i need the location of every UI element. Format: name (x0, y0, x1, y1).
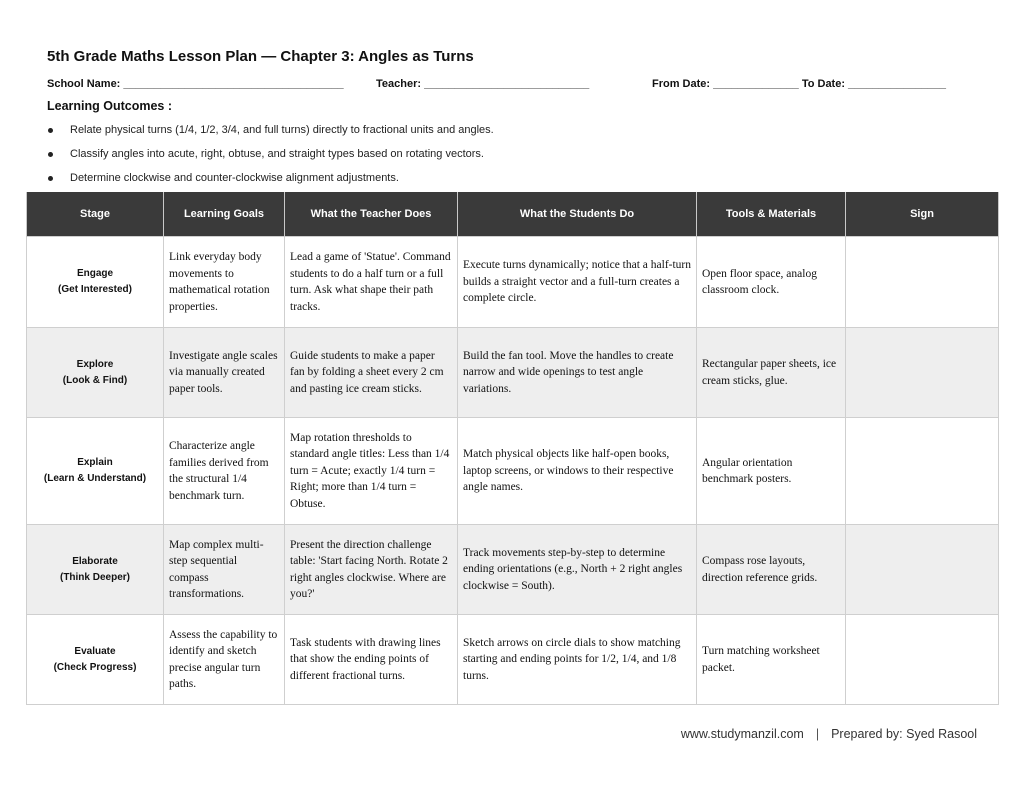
column-header-teacher: What the Teacher Does (285, 192, 458, 237)
learning-outcomes-list (47, 118, 494, 190)
lesson-plan-table (26, 192, 999, 705)
teacher-cell: Lead a game of 'Statue'. Command students to do a half turn or a full turn. Ask what shape their path tracks. (285, 237, 458, 328)
table-header-row (27, 192, 999, 237)
students-cell: Sketch arrows on circle dials to show matching starting and ending points for 1/2, 1/4, and 1/8 turns. (458, 615, 697, 705)
tools-cell: Rectangular paper sheets, ice cream sticks, glue. (697, 328, 846, 418)
goals-cell: Investigate angle scales via manually created paper tools. (164, 328, 285, 418)
column-header-sign: Sign (846, 192, 999, 237)
students-cell: Execute turns dynamically; notice that a half-turn builds a straight vector and a full-turn creates a complete circle. (458, 237, 697, 328)
column-header-tools: Tools & Materials (697, 192, 846, 237)
column-header-stage: Stage (27, 192, 164, 237)
goals-cell: Map complex multi-step sequential compass transformations. (164, 525, 285, 615)
teacher-field: Teacher: ___________________________ (376, 78, 590, 90)
tools-cell: Turn matching worksheet packet. (697, 615, 846, 705)
stage-cell: Explore (Look & Find) (27, 328, 164, 418)
page-title: 5th Grade Maths Lesson Plan — Chapter 3: Angles as Turns (47, 48, 474, 65)
teacher-cell: Guide students to make a paper fan by folding a sheet every 2 cm and pasting ice cream sticks. (285, 328, 458, 418)
date-range-field: From Date: ______________ To Date: ________________ (652, 78, 946, 90)
stage-cell: Elaborate (Think Deeper) (27, 525, 164, 615)
outcome-item: Relate physical turns (1/4, 1/2, 3/4, and full turns) directly to fractional units and angles. (47, 118, 494, 142)
table-row (27, 615, 999, 705)
stage-cell: Engage (Get Interested) (27, 237, 164, 328)
students-cell: Build the fan tool. Move the handles to create narrow and wide openings to test angle variations. (458, 328, 697, 418)
column-header-learning-goals: Learning Goals (164, 192, 285, 237)
tools-cell: Compass rose layouts, direction reference grids. (697, 525, 846, 615)
sign-cell[interactable] (846, 418, 999, 525)
page-footer (681, 727, 977, 741)
tools-cell: Angular orientation benchmark posters. (697, 418, 846, 525)
outcome-item: Classify angles into acute, right, obtuse, and straight types based on rotating vectors. (47, 142, 494, 166)
students-cell: Track movements step-by-step to determine ending orientations (e.g., North + 2 right angles clockwise = South). (458, 525, 697, 615)
goals-cell: Assess the capability to identify and sketch precise angular turn paths. (164, 615, 285, 705)
sign-cell[interactable] (846, 525, 999, 615)
students-cell: Match physical objects like half-open books, laptop screens, or windows to their respective angle names. (458, 418, 697, 525)
stage-cell: Explain (Learn & Understand) (27, 418, 164, 525)
goals-cell: Characterize angle families derived from the structural 1/4 benchmark turn. (164, 418, 285, 525)
learning-outcomes-heading: Learning Outcomes : (47, 99, 173, 113)
sign-cell[interactable] (846, 237, 999, 328)
teacher-cell: Task students with drawing lines that show the ending points of different fractional turns. (285, 615, 458, 705)
table-row (27, 237, 999, 328)
stage-cell: Evaluate (Check Progress) (27, 615, 164, 705)
prepared-by: Prepared by: Syed Rasool (831, 727, 977, 741)
website-link[interactable]: www.studymanzil.com (680, 727, 804, 741)
column-header-students: What the Students Do (458, 192, 697, 237)
table-row (27, 525, 999, 615)
sign-cell[interactable] (846, 615, 999, 705)
sign-cell[interactable] (846, 328, 999, 418)
goals-cell: Link everyday body movements to mathematical rotation properties. (164, 237, 285, 328)
footer-separator: | (815, 727, 820, 741)
school-name-field: School Name: ____________________________________ (47, 78, 344, 90)
table-row (27, 418, 999, 525)
outcome-item: Determine clockwise and counter-clockwise alignment adjustments. (47, 166, 494, 190)
tools-cell: Open floor space, analog classroom clock. (697, 237, 846, 328)
table-row (27, 328, 999, 418)
teacher-cell: Present the direction challenge table: 'Start facing North. Rotate 2 right angles clockwise. Where are you?' (285, 525, 458, 615)
teacher-cell: Map rotation thresholds to standard angle titles: Less than 1/4 turn = Acute; exactly 1/4 turn = Right; more than 1/4 turn = Obtuse. (285, 418, 458, 525)
